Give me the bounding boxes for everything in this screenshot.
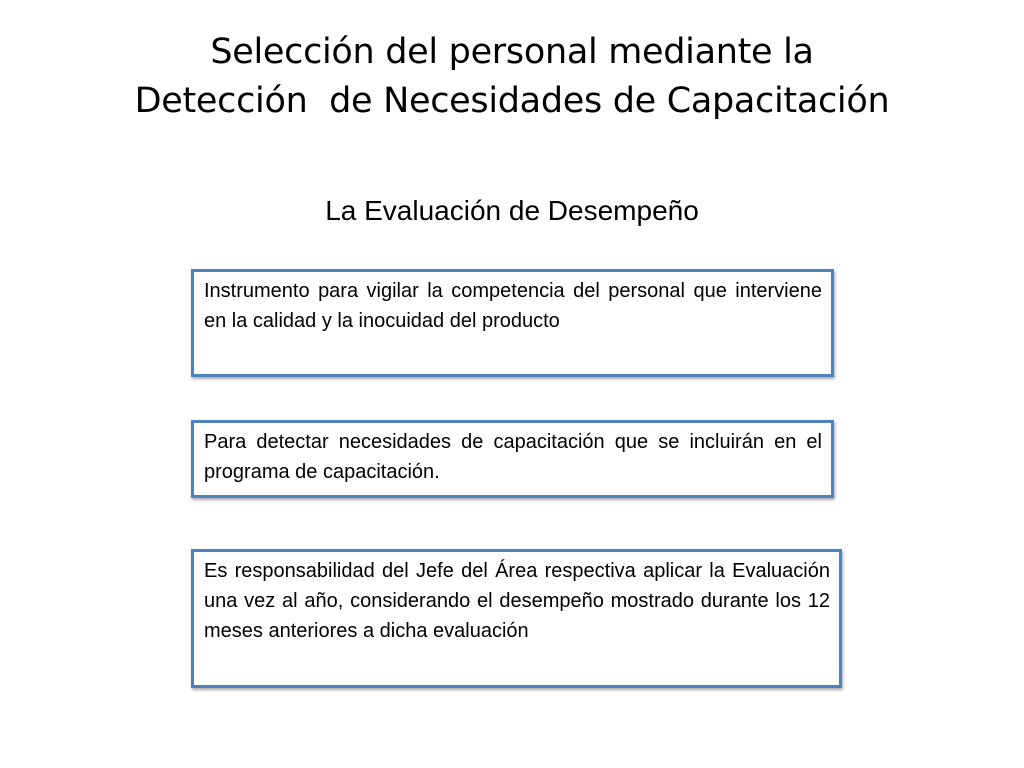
slide-subtitle: La Evaluación de Desempeño xyxy=(325,195,699,226)
slide-title-line-1: Selección del personal mediante la xyxy=(210,32,814,72)
text-box-responsibility xyxy=(191,549,842,688)
text-box-purpose-text: Para detectar necesidades de capacitación que se incluirán en el programa de capacitación. xyxy=(204,431,822,483)
slide-title xyxy=(60,28,964,126)
slide-title-line-2: Detección de Necesidades de Capacitación xyxy=(134,81,890,121)
text-box-instrument-text: Instrumento para vigilar la competencia del personal que interviene en la calidad y la inocuidad del producto xyxy=(204,280,822,332)
text-box-purpose xyxy=(191,420,834,498)
text-box-responsibility-text: Es responsabilidad del Jefe del Área respectiva aplicar la Evaluación una vez al año, considerando el desempeño mostrado durante los 12 meses anteriores a dicha evaluación xyxy=(204,560,830,642)
text-box-instrument xyxy=(191,269,834,377)
